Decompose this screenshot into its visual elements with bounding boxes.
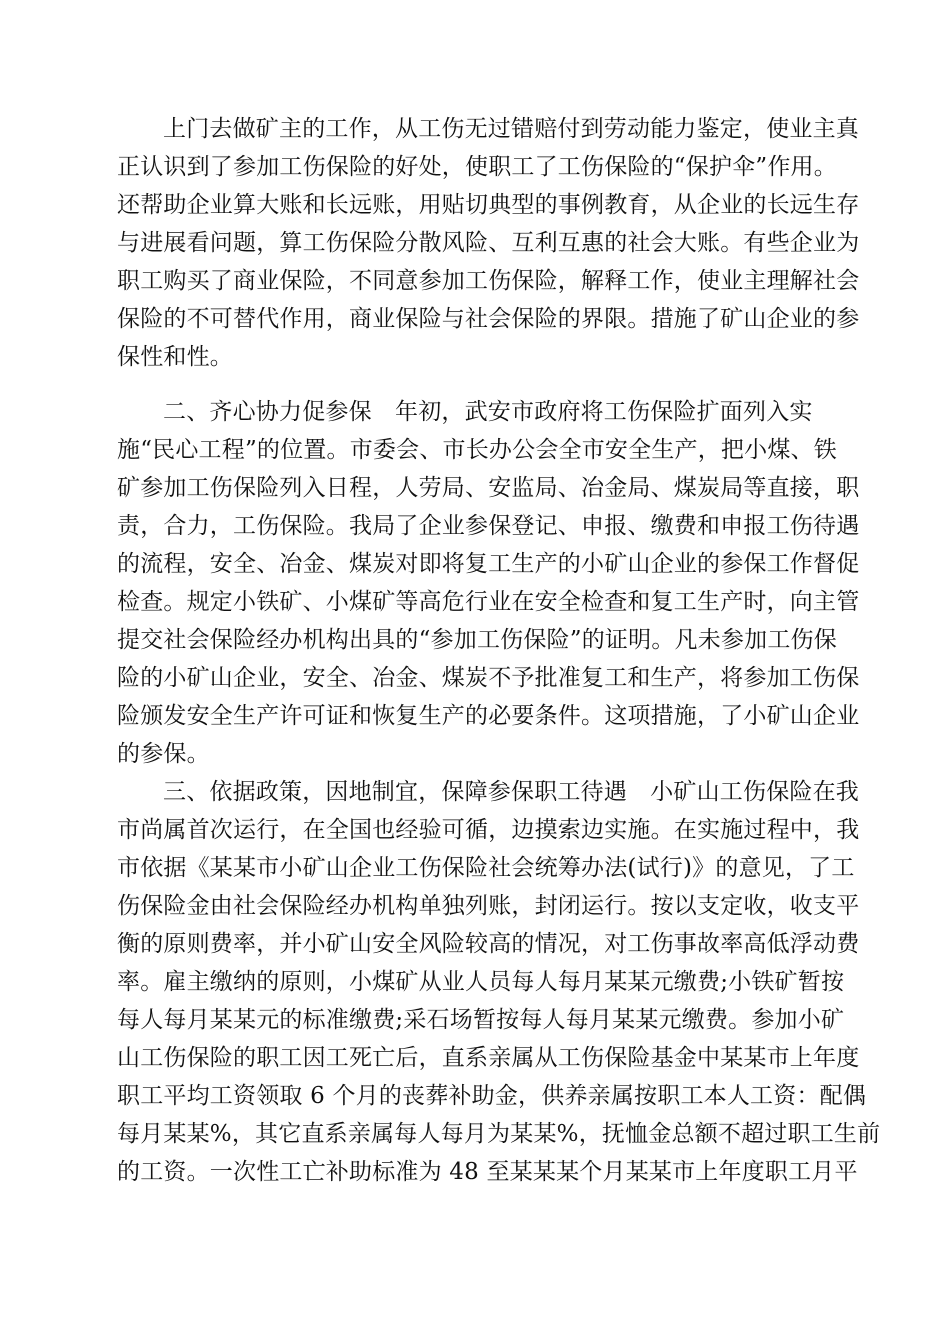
- text-line: 市尚属首次运行，在全国也经验可循，边摸索边实施。在实施过程中，我: [117, 817, 860, 843]
- text-line: 伤保险金由社会保险经办机构单独列账，封闭运行。按以支定收，收支平: [117, 893, 860, 919]
- text-line: 市依据《某某市小矿山企业工伤保险社会统筹办法(试行)》的意见，了工: [117, 855, 855, 881]
- text-line: 检查。规定小铁矿、小煤矿等高危行业在安全检查和复工生产时，向主管: [117, 589, 860, 615]
- text-line: 职工平均工资领取 6 个月的丧葬补助金，供养亲属按职工本人工资：配偶: [117, 1083, 867, 1109]
- text-line: 与进展看问题，算工伤保险分散风险、互利互惠的社会大账。有些企业为: [117, 230, 860, 256]
- text-line: 还帮助企业算大账和长远账，用贴切典型的事例教育，从企业的长远生存: [117, 192, 860, 218]
- text-line: 提交社会保险经办机构出具的“参加工伤保险”的证明。凡未参加工伤保: [117, 627, 837, 653]
- text-line: 险颁发安全生产许可证和恢复生产的必要条件。这项措施，了小矿山企业: [117, 703, 860, 729]
- text-line: 的参保。: [117, 741, 210, 767]
- text-line: 责，合力，工伤保险。我局了企业参保登记、申报、缴费和申报工伤待遇: [117, 513, 860, 539]
- paragraph-1: [117, 110, 860, 376]
- text-line: 正认识到了参加工伤保险的好处，使职工了工伤保险的“保护伞”作用。: [117, 154, 837, 180]
- text-line: 山工伤保险的职工因工死亡后，直系亲属从工伤保险基金中某某市上年度: [117, 1045, 860, 1071]
- section-heading-line: 二、齐心协力促参保 年初，武安市政府将工伤保险扩面列入实: [163, 399, 813, 425]
- text-line: 保险的不可替代作用，商业保险与社会保险的界限。措施了矿山企业的参: [117, 306, 860, 332]
- text-line: 的流程，安全、冶金、煤炭对即将复工生产的小矿山企业的参保工作督促: [117, 551, 860, 577]
- text-line: 职工购买了商业保险，不同意参加工伤保险，解释工作，使业主理解社会: [117, 268, 860, 294]
- text-line: 每人每月某某元的标准缴费;采石场暂按每人每月某某元缴费。参加小矿: [117, 1007, 845, 1033]
- text-line: 的工资。一次性工亡补助标准为 48 至某某某个月某某市上年度职工月平: [117, 1159, 858, 1185]
- text-line: 每月某某%，其它直系亲属每人每月为某某%，抚恤金总额不超过职工生前: [117, 1121, 881, 1147]
- text-line: 矿参加工伤保险列入日程，人劳局、安监局、冶金局、煤炭局等直接，职: [117, 475, 860, 501]
- text-line: 保性和性。: [117, 344, 233, 370]
- text-line: 率。雇主缴纳的原则，小煤矿从业人员每人每月某某元缴费;小铁矿暂按: [117, 969, 845, 995]
- section-heading-line: 三、依据政策，因地制宜，保障参保职工待遇 小矿山工伤保险在我: [163, 779, 859, 805]
- paragraph-3: [117, 773, 881, 1191]
- paragraph-2: [117, 393, 860, 773]
- text-line: 施“民心工程”的位置。市委会、市长办公会全市安全生产，把小煤、铁: [117, 437, 837, 463]
- text-line: 险的小矿山企业，安全、冶金、煤炭不予批准复工和生产，将参加工伤保: [117, 665, 860, 691]
- text-line: 上门去做矿主的工作，从工伤无过错赔付到劳动能力鉴定，使业主真: [163, 116, 859, 142]
- text-line: 衡的原则费率，并小矿山安全风险较高的情况，对工伤事故率高低浮动费: [117, 931, 860, 957]
